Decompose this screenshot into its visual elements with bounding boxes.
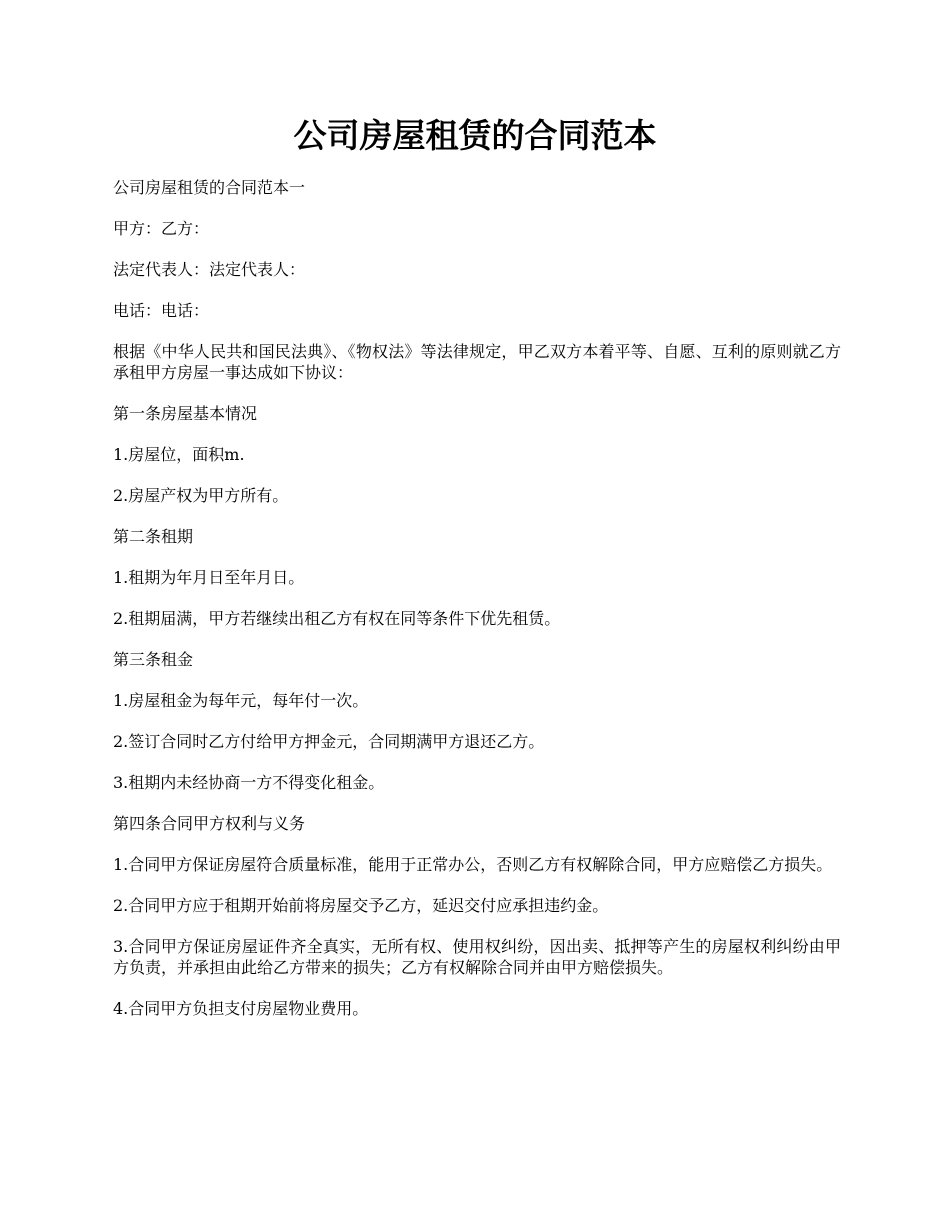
section-heading-4: 第四条合同甲方权利与义务: [113, 814, 306, 833]
paragraph-subtitle: 公司房屋租赁的合同范本一: [113, 178, 306, 197]
clause-2-2: 2.租期届满，甲方若继续出租乙方有权在同等条件下优先租赁。: [113, 609, 561, 628]
section-heading-3: 第三条租金: [113, 650, 194, 669]
clause-1-1: 1.房屋位，面积m.: [113, 445, 245, 464]
paragraph-legal-representatives: 法定代表人：法定代表人：: [113, 260, 306, 279]
clause-3-1: 1.房屋租金为每年元，每年付一次。: [113, 691, 369, 710]
clause-4-2: 2.合同甲方应于租期开始前将房屋交予乙方，延迟交付应承担违约金。: [113, 896, 609, 915]
document-body: [113, 177, 841, 1039]
section-heading-1: 第一条房屋基本情况: [113, 404, 258, 423]
clause-4-3: 3.合同甲方保证房屋证件齐全真实，无所有权、使用权纠纷，因出卖、抵押等产生的房屋权利纠纷由甲方负责，并承担由此给乙方带来的损失；乙方有权解除合同并由甲方赔偿损失。: [113, 937, 841, 977]
paragraph-preamble: 根据《中华人民共和国民法典》、《物权法》等法律规定，甲乙双方本着平等、自愿、互利的原则就乙方承租甲方房屋一事达成如下协议：: [113, 342, 841, 382]
clause-4-1: 1.合同甲方保证房屋符合质量标准，能用于正常办公，否则乙方有权解除合同，甲方应赔偿乙方损失。: [113, 855, 833, 874]
paragraph-parties: 甲方：乙方：: [113, 219, 210, 238]
clause-3-2: 2.签订合同时乙方付给甲方押金元，合同期满甲方退还乙方。: [113, 732, 545, 751]
clause-2-1: 1.租期为年月日至年月日。: [113, 568, 305, 587]
clause-3-3: 3.租期内未经协商一方不得变化租金。: [113, 773, 385, 792]
paragraph-phones: 电话：电话：: [113, 301, 210, 320]
document-title: 公司房屋租赁的合同范本: [293, 116, 657, 155]
clause-4-4: 4.合同甲方负担支付房屋物业费用。: [113, 999, 369, 1018]
section-heading-2: 第二条租期: [113, 527, 194, 546]
clause-1-2: 2.房屋产权为甲方所有。: [113, 486, 289, 505]
